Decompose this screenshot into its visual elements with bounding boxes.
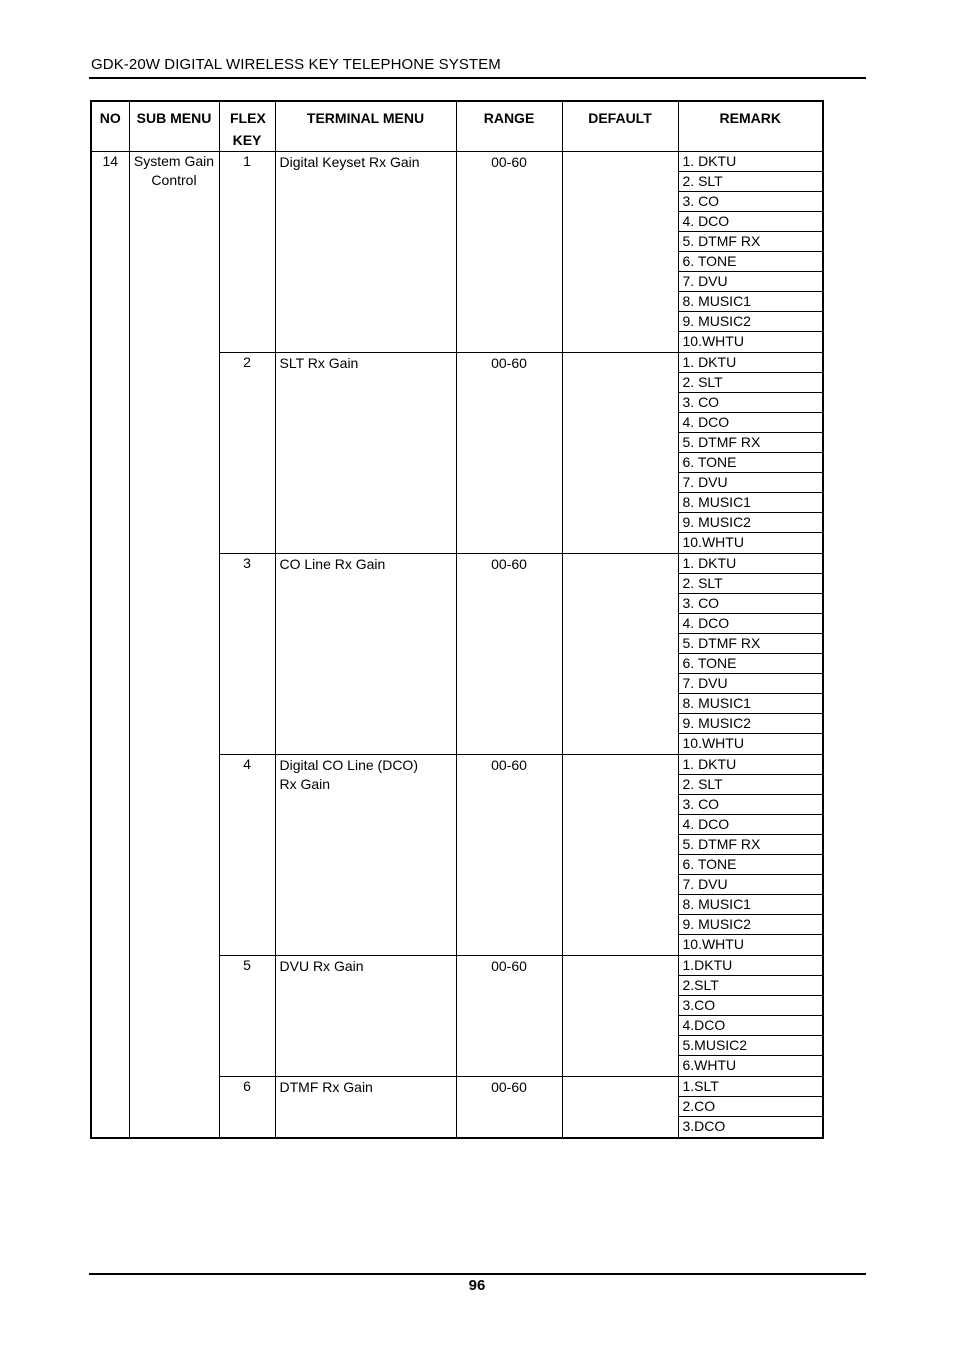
remark-item: 5.MUSIC2 xyxy=(679,1036,823,1056)
remark-item: 3.CO xyxy=(679,996,823,1016)
cell-flex-key: 1 xyxy=(219,152,275,353)
cell-flex-key: 6 xyxy=(219,1077,275,1139)
remark-item: 1. DKTU xyxy=(679,353,823,373)
remark-item: 5. DTMF RX xyxy=(679,835,823,855)
remark-item: 4. DCO xyxy=(679,815,823,835)
remark-item: 7. DVU xyxy=(679,674,823,694)
remark-item: 10.WHTU xyxy=(682,936,744,952)
cell-remark xyxy=(678,554,823,755)
cell-default xyxy=(562,755,678,956)
cell-range: 00-60 xyxy=(456,554,562,755)
footer-rule xyxy=(89,1273,866,1275)
page-number: 96 xyxy=(468,1277,486,1294)
remark-item: 1. DKTU xyxy=(679,152,823,172)
remark-item: 1.DKTU xyxy=(679,956,823,976)
remark-item: 6. TONE xyxy=(679,453,823,473)
cell-terminal-menu: Digital CO Line (DCO) Rx Gain xyxy=(275,755,456,956)
remark-item: 3. CO xyxy=(679,192,823,212)
cell-terminal-menu: DTMF Rx Gain xyxy=(275,1077,456,1139)
cell-remark xyxy=(678,152,823,353)
cell-terminal-menu: SLT Rx Gain xyxy=(275,353,456,554)
remark-item: 10.WHTU xyxy=(682,333,744,349)
remark-item: 3.DCO xyxy=(682,1118,726,1134)
header-rule xyxy=(89,77,866,79)
remark-item: 10.WHTU xyxy=(682,735,744,751)
remark-item: 4. DCO xyxy=(679,212,823,232)
remark-item: 3. CO xyxy=(679,795,823,815)
cell-remark xyxy=(678,1077,823,1139)
cell-sub-menu: System Gain Control xyxy=(129,152,219,1139)
column-header-flex-key xyxy=(219,101,275,152)
remark-item: 1. DKTU xyxy=(679,554,823,574)
remark-item: 2.CO xyxy=(679,1097,823,1117)
cell-remark xyxy=(678,755,823,956)
remark-item: 6.WHTU xyxy=(682,1057,737,1073)
remark-item: 3. CO xyxy=(679,594,823,614)
remark-item: 8. MUSIC1 xyxy=(679,292,823,312)
remark-item: 4. DCO xyxy=(679,413,823,433)
remark-item: 6. TONE xyxy=(679,252,823,272)
cell-flex-key: 5 xyxy=(219,956,275,1077)
remark-item: 5. DTMF RX xyxy=(679,433,823,453)
cell-default xyxy=(562,554,678,755)
cell-flex-key: 3 xyxy=(219,554,275,755)
cell-no: 14 xyxy=(91,152,129,1139)
cell-terminal-menu: Digital Keyset Rx Gain xyxy=(275,152,456,353)
column-header-remark: REMARK xyxy=(678,101,823,152)
cell-remark xyxy=(678,353,823,554)
column-header-sub-menu: SUB MENU xyxy=(129,101,219,152)
table-row xyxy=(91,152,823,353)
remark-item: 8. MUSIC1 xyxy=(679,694,823,714)
column-header-no: NO xyxy=(91,101,129,152)
column-header-range: RANGE xyxy=(456,101,562,152)
remark-item: 9. MUSIC2 xyxy=(679,513,823,533)
cell-default xyxy=(562,152,678,353)
cell-remark xyxy=(678,956,823,1077)
table-header-row xyxy=(91,101,823,152)
cell-range: 00-60 xyxy=(456,353,562,554)
cell-terminal-menu: DVU Rx Gain xyxy=(275,956,456,1077)
cell-flex-key: 2 xyxy=(219,353,275,554)
cell-default xyxy=(562,956,678,1077)
remark-item: 3. CO xyxy=(679,393,823,413)
cell-range: 00-60 xyxy=(456,1077,562,1139)
remark-item: 4.DCO xyxy=(679,1016,823,1036)
cell-range: 00-60 xyxy=(456,152,562,353)
remark-item: 1. DKTU xyxy=(679,755,823,775)
gain-control-table xyxy=(90,100,824,1139)
remark-item: 6. TONE xyxy=(679,654,823,674)
remark-item: 7. DVU xyxy=(679,473,823,493)
remark-item: 7. DVU xyxy=(679,875,823,895)
column-header-terminal-menu: TERMINAL MENU xyxy=(275,101,456,152)
remark-item: 9. MUSIC2 xyxy=(679,714,823,734)
remark-item: 2. SLT xyxy=(679,172,823,192)
remark-item: 6. TONE xyxy=(679,855,823,875)
flex-key-header-label: FLEX KEY xyxy=(230,110,266,148)
page-header-title: GDK-20W DIGITAL WIRELESS KEY TELEPHONE SYSTEM xyxy=(91,56,501,73)
remark-item: 9. MUSIC2 xyxy=(679,915,823,935)
cell-range: 00-60 xyxy=(456,956,562,1077)
remark-item: 5. DTMF RX xyxy=(679,232,823,252)
remark-item: 4. DCO xyxy=(679,614,823,634)
remark-item: 9. MUSIC2 xyxy=(679,312,823,332)
cell-flex-key: 4 xyxy=(219,755,275,956)
cell-default xyxy=(562,353,678,554)
remark-item: 2.SLT xyxy=(679,976,823,996)
remark-item: 8. MUSIC1 xyxy=(679,493,823,513)
cell-default xyxy=(562,1077,678,1139)
cell-terminal-menu: CO Line Rx Gain xyxy=(275,554,456,755)
cell-range: 00-60 xyxy=(456,755,562,956)
remark-item: 2. SLT xyxy=(679,373,823,393)
remark-item: 2. SLT xyxy=(679,775,823,795)
remark-item: 8. MUSIC1 xyxy=(679,895,823,915)
column-header-default: DEFAULT xyxy=(562,101,678,152)
remark-item: 2. SLT xyxy=(679,574,823,594)
remark-item: 1.SLT xyxy=(679,1077,823,1097)
remark-item: 5. DTMF RX xyxy=(679,634,823,654)
remark-item: 10.WHTU xyxy=(682,534,744,550)
remark-item: 7. DVU xyxy=(679,272,823,292)
